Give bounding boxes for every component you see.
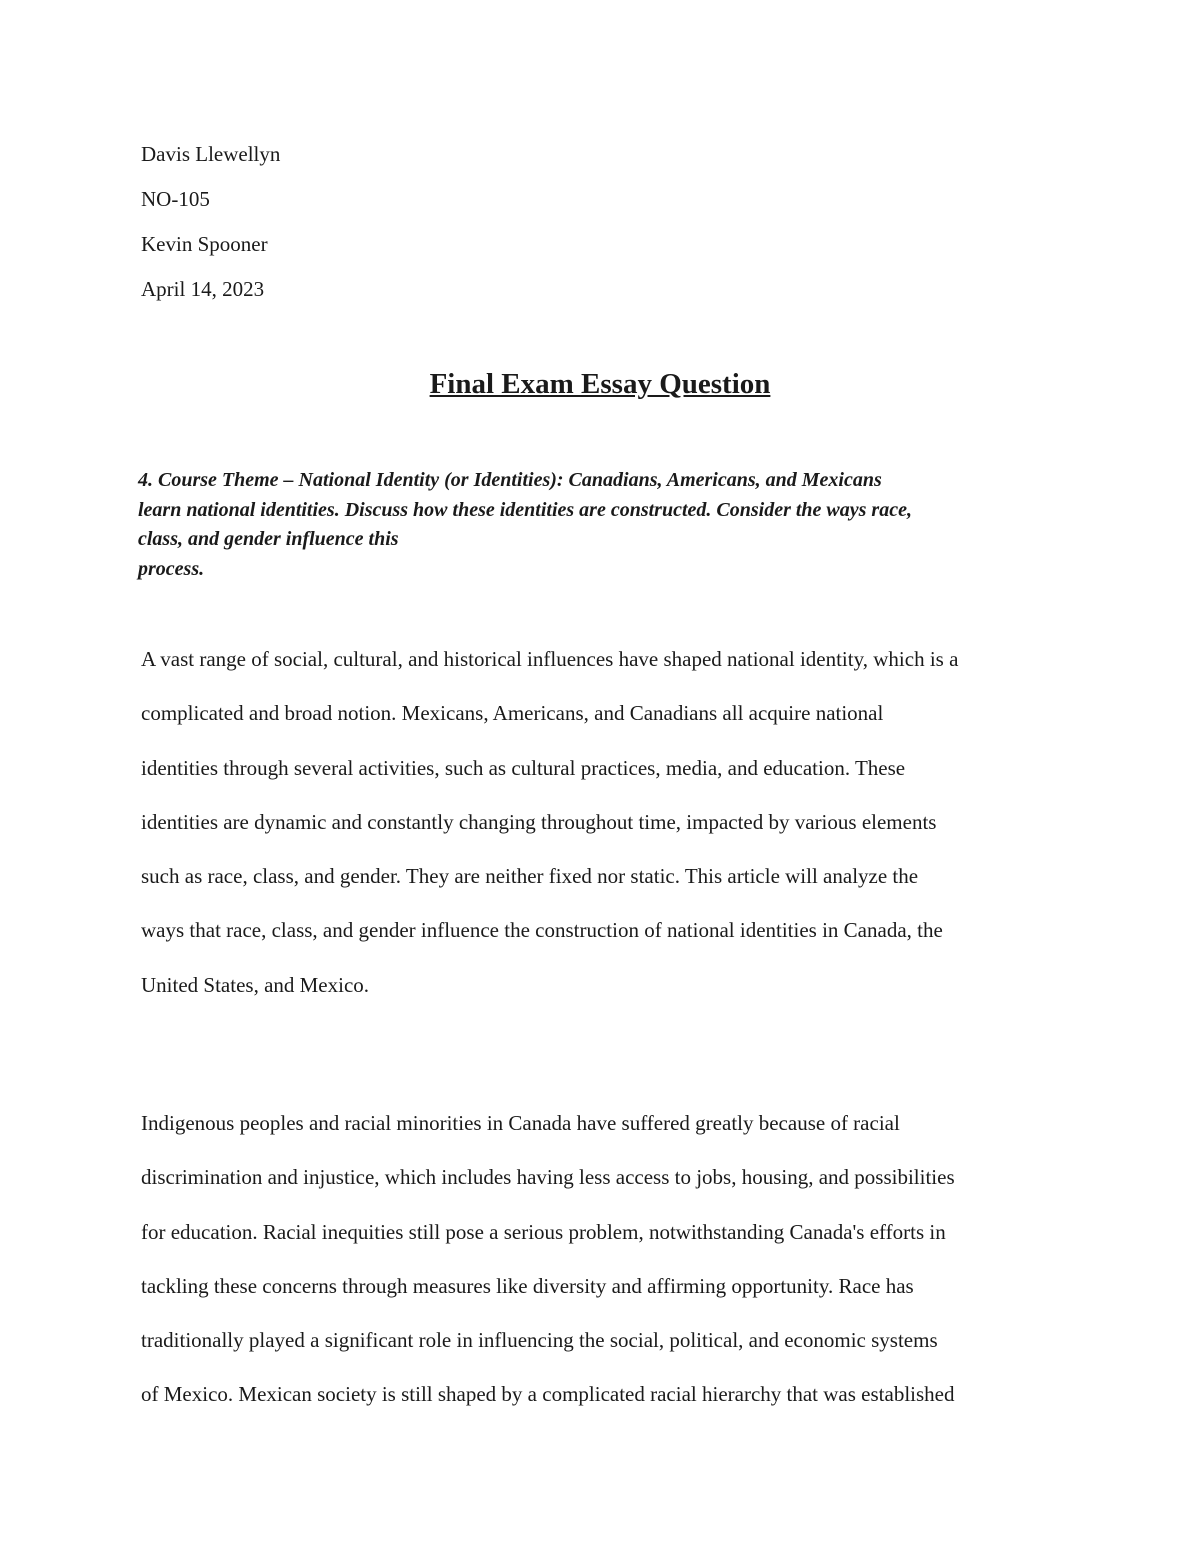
prompt-line: learn national identities. Discuss how these identities are constructed. Consider the ways race, [138,498,912,521]
paragraph-line: ways that race, class, and gender influence the construction of national identities in Canada, the [141,918,943,943]
prompt-line: class, and gender influence this [138,528,399,550]
paragraph-line: of Mexico. Mexican society is still shaped by a complicated racial hierarchy that was established [141,1382,955,1407]
paragraph-line: United States, and Mexico. [141,972,370,997]
paragraph-line: discrimination and injustice, which includes having less access to jobs, housing, and possibilities [141,1165,955,1190]
body-paragraph-2 [141,1108,1071,1434]
header-block [141,141,280,321]
paragraph-line: for education. Racial inequities still pose a serious problem, notwithstanding Canada's efforts in [141,1219,946,1244]
essay-title: Final Exam Essay Question [429,368,771,400]
course-code: NO-105 [141,187,210,211]
paragraph-line: A vast range of social, cultural, and historical influences have shaped national identity, which is a [141,647,959,671]
essay-prompt [138,466,1058,584]
prompt-line: process. [138,557,205,580]
paragraph-line: traditionally played a significant role in influencing the social, political, and economic systems [141,1328,938,1353]
instructor-name: Kevin Spooner [141,232,268,256]
submission-date: April 14, 2023 [141,277,265,301]
body-paragraph-1 [141,644,1071,1024]
paragraph-line: identities are dynamic and constantly changing throughout time, impacted by various elements [141,809,937,834]
student-name: Davis Llewellyn [141,142,281,166]
paragraph-line: tackling these concerns through measures like diversity and affirming opportunity. Race has [141,1273,914,1298]
paragraph-line: Indigenous peoples and racial minorities in Canada have suffered greatly because of racial [141,1111,900,1135]
prompt-line: 4. Course Theme – National Identity (or Identities): Canadians, Americans, and Mexicans [138,469,882,491]
paragraph-line: such as race, class, and gender. They are neither fixed nor static. This article will analyze the [141,864,919,889]
paragraph-line: complicated and broad notion. Mexicans, Americans, and Canadians all acquire national [141,701,884,726]
paragraph-line: identities through several activities, such as cultural practices, media, and education. These [141,755,906,780]
